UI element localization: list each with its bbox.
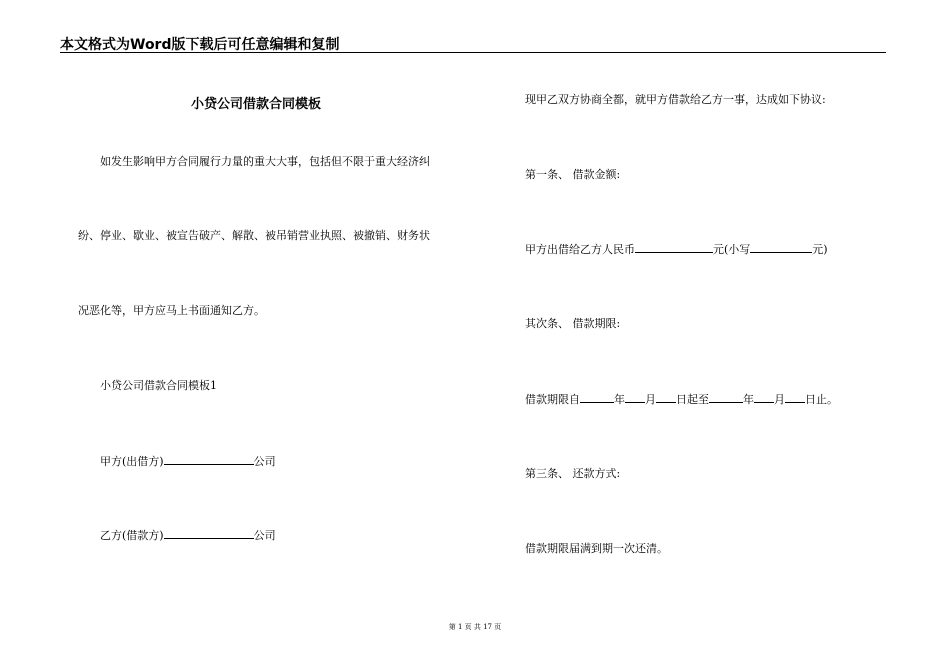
start-year-label: 年 bbox=[614, 393, 625, 406]
party-b-suffix: 公司 bbox=[253, 529, 276, 542]
start-month-label: 月 bbox=[645, 393, 656, 406]
paragraph-line-2: 纷、停业、歇业、被宣告破产、解散、被吊销营业执照、被撤销、财务状 bbox=[78, 229, 430, 242]
article-3-heading: 第三条、 还款方式: bbox=[525, 467, 621, 480]
period-line bbox=[525, 392, 838, 407]
document-banner: 本文格式为Word版下载后可任意编辑和复制 bbox=[60, 37, 340, 53]
start-day-blank bbox=[656, 392, 676, 403]
page-number: 第 1 页 共 17 页 bbox=[448, 623, 502, 631]
end-year-blank bbox=[709, 392, 743, 403]
amount-mid: 元(小写 bbox=[713, 243, 751, 256]
banner-divider bbox=[60, 52, 886, 53]
paragraph-line-3: 况恶化等，甲方应马上书面通知乙方。 bbox=[78, 304, 265, 317]
amount-line bbox=[525, 242, 828, 257]
article-2-heading: 其次条、 借款期限: bbox=[525, 317, 621, 330]
period-prefix: 借款期限自 bbox=[525, 393, 580, 406]
article-1-heading: 第一条、 借款金额: bbox=[525, 168, 621, 181]
amount-blank bbox=[635, 242, 713, 253]
party-a-blank bbox=[164, 454, 254, 465]
start-year-blank bbox=[580, 392, 614, 403]
party-b-label: 乙方(借款方) bbox=[100, 529, 164, 542]
amount-lowercase-blank bbox=[750, 242, 812, 253]
end-day-label: 日止。 bbox=[805, 393, 838, 406]
start-month-blank bbox=[625, 392, 645, 403]
end-month-blank bbox=[754, 392, 774, 403]
repayment-text: 借款期限届满到期一次还清。 bbox=[525, 542, 668, 555]
end-month-label: 月 bbox=[774, 393, 785, 406]
paragraph-line-1: 如发生影响甲方合同履行力量的重大大事，包括但不限于重大经济纠 bbox=[100, 155, 430, 168]
end-year-label: 年 bbox=[743, 393, 754, 406]
start-day-label: 日起至 bbox=[676, 393, 709, 406]
end-day-blank bbox=[785, 392, 805, 403]
amount-end: 元) bbox=[812, 243, 828, 256]
party-b-line bbox=[100, 528, 276, 543]
party-a-line bbox=[100, 454, 276, 469]
template-heading: 小贷公司借款合同模板1 bbox=[100, 379, 217, 392]
agreement-intro: 现甲乙双方协商全都，就甲方借款给乙方一事，达成如下协议: bbox=[525, 93, 826, 106]
party-b-blank bbox=[164, 528, 254, 539]
party-a-suffix: 公司 bbox=[253, 455, 276, 468]
amount-prefix: 甲方出借给乙方人民币 bbox=[525, 243, 635, 256]
document-title: 小贷公司借款合同模板 bbox=[191, 97, 322, 112]
party-a-label: 甲方(出借方) bbox=[100, 455, 164, 468]
